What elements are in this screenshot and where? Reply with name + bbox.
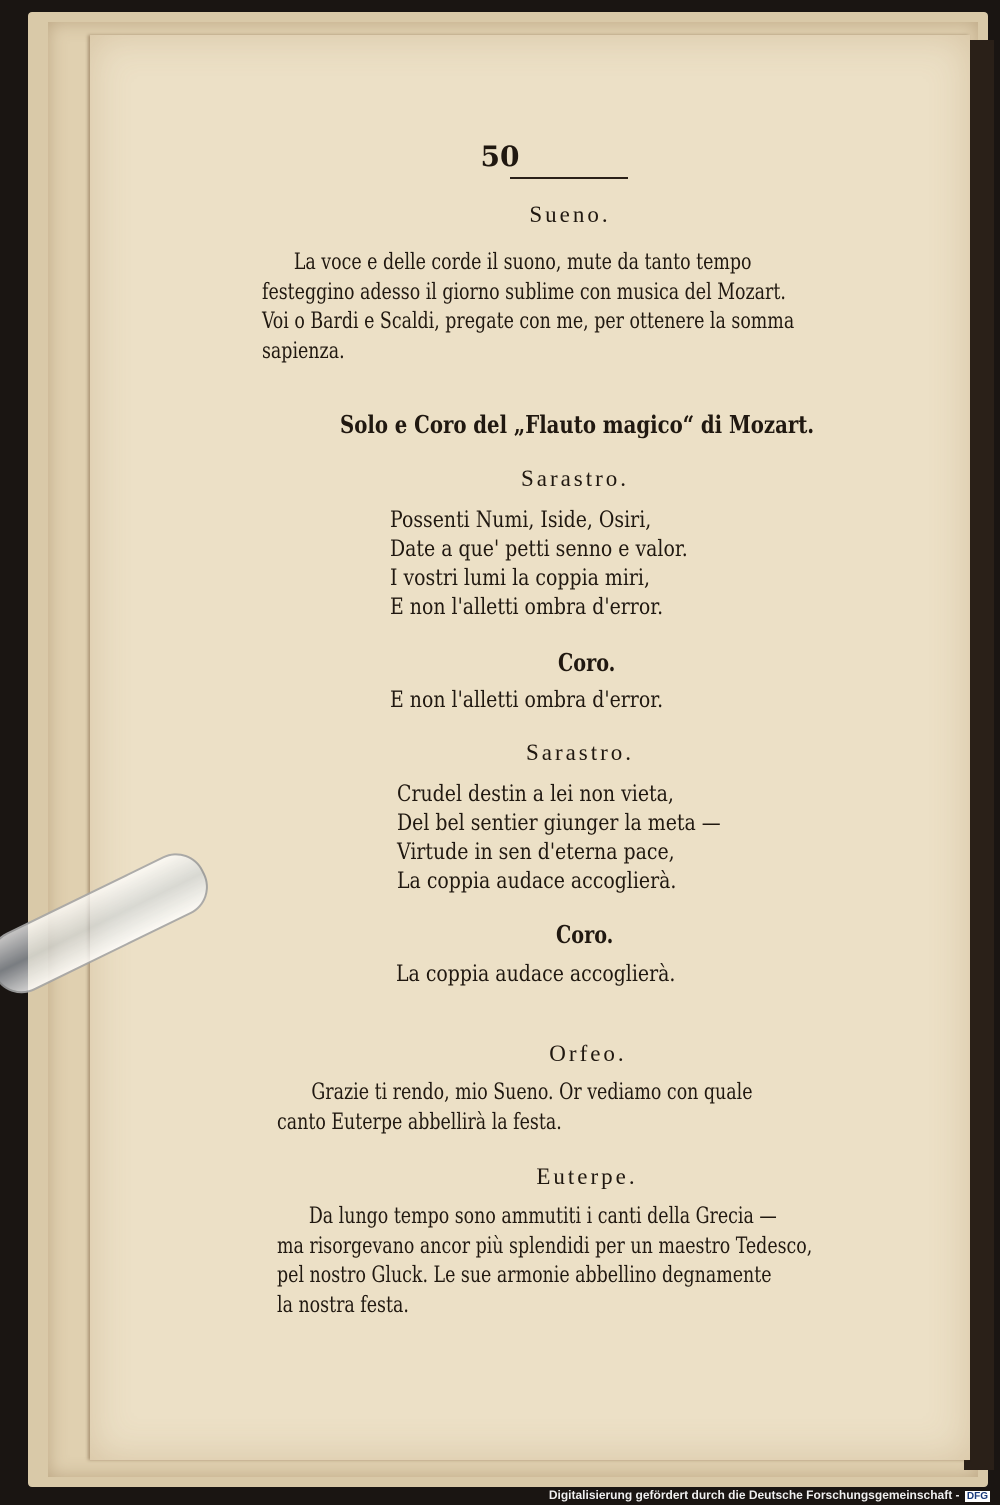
sueno-line: Voi o Bardi e Scaldi, pregate con me, per ottenere la somma <box>262 308 795 334</box>
sueno-line: La voce e delle corde il suono, mute da tanto tempo <box>293 249 752 275</box>
page-number: 50 <box>480 140 520 173</box>
verse-line: Del bel sentier giunger la meta — <box>397 810 721 836</box>
sarastro-verse-1 <box>390 506 688 622</box>
section-heading: Solo e Coro del „Flauto magico“ di Mozart. <box>340 410 815 439</box>
footer-credit <box>549 1488 990 1502</box>
coro-verse-2 <box>396 960 675 989</box>
euterpe-line: la nostra festa. <box>277 1291 409 1318</box>
coro-verse-1 <box>390 686 663 715</box>
euterpe-text <box>277 1202 896 1320</box>
orfeo-text <box>277 1078 896 1137</box>
sarastro-verse-2 <box>397 780 721 896</box>
verse-line: Virtude in sen d'eterna pace, <box>397 839 675 865</box>
sueno-line: sapienza. <box>262 337 345 364</box>
verse-line: La coppia audace accoglierà. <box>396 961 676 987</box>
sueno-text <box>262 248 886 366</box>
speaker-orfeo: Orfeo. <box>549 1041 627 1066</box>
verse-line: E non l'alletti ombra d'error. <box>390 594 664 620</box>
speaker-sarastro: Sarastro. <box>520 466 630 491</box>
speaker-sueno: Sueno. <box>529 202 611 227</box>
verse-line: Possenti Numi, Iside, Osiri, <box>390 507 652 533</box>
verse-line: Date a que' petti senno e valor. <box>390 536 688 562</box>
verse-line: E non l'alletti ombra d'error. <box>390 687 664 713</box>
sueno-line: festeggino adesso il giorno sublime con musica del Mozart. <box>262 278 786 305</box>
page-number-rule <box>510 177 628 179</box>
speaker-coro-2: Coro. <box>556 920 614 949</box>
speaker-sarastro-2: Sarastro. <box>525 740 635 765</box>
orfeo-line: canto Euterpe abbellirà la festa. <box>277 1108 562 1135</box>
speaker-euterpe: Euterpe. <box>536 1164 638 1189</box>
verse-line: La coppia audace accoglierà. <box>397 868 677 894</box>
euterpe-line: ma risorgevano ancor più splendidi per un maestro Tedesco, <box>277 1232 813 1259</box>
footer-text: Digitalisierung gefördert durch die Deutsche Forschungsgemeinschaft - <box>548 1488 960 1502</box>
euterpe-line: pel nostro Gluck. Le sue armonie abbellino degnamente <box>277 1262 772 1288</box>
dfg-logo: DFG <box>966 1491 988 1502</box>
speaker-coro: Coro. <box>558 648 616 677</box>
verse-line: Crudel destin a lei non vieta, <box>397 781 674 807</box>
verse-line: I vostri lumi la coppia miri, <box>390 565 650 591</box>
euterpe-line: Da lungo tempo sono ammutiti i canti della Grecia — <box>308 1203 777 1229</box>
orfeo-line: Grazie ti rendo, mio Sueno. Or vediamo con quale <box>311 1079 753 1105</box>
